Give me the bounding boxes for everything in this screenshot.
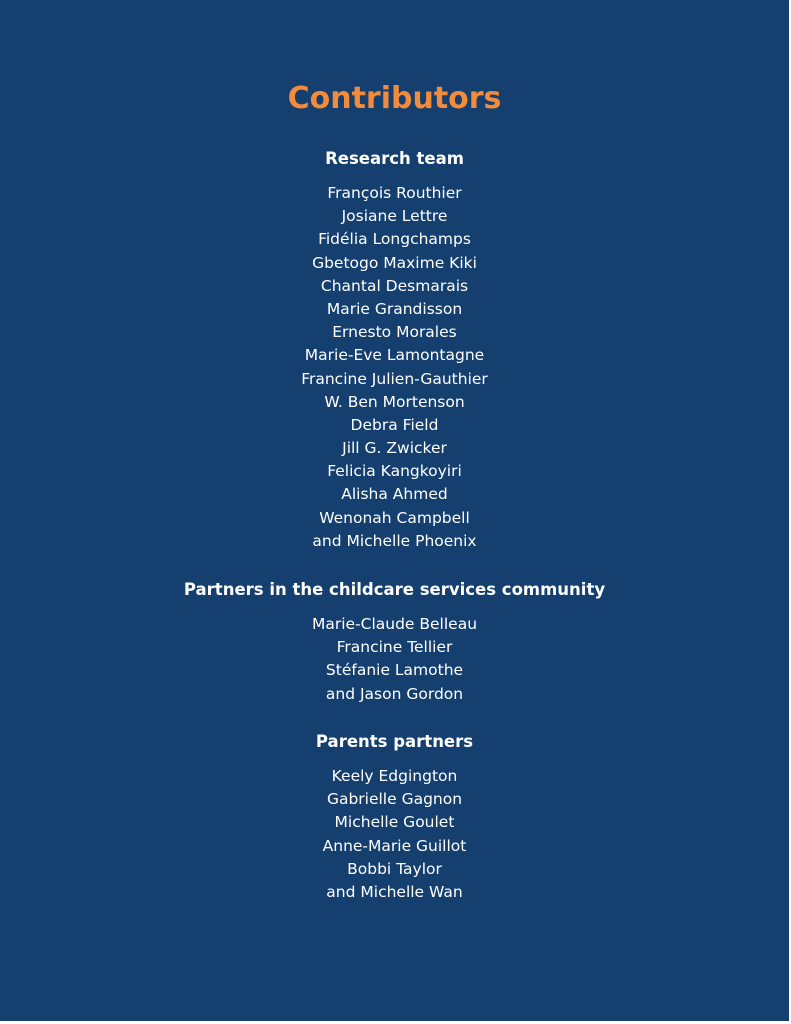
name-list [0,613,789,706]
contributor-name: and Michelle Wan [326,882,463,901]
contributor-name: Marie-Eve Lamontagne [304,346,485,365]
contributor-name: Chantal Desmarais [320,276,469,295]
section-heading: Research team [325,149,464,168]
contributor-name: and Jason Gordon [325,684,464,703]
contributor-name: Keely Edgington [331,767,458,785]
section-heading: Parents partners [315,732,474,751]
contributor-name: Francine Tellier [336,638,453,657]
contributor-name: Michelle Goulet [334,813,455,832]
page-title: Contributors [287,81,502,116]
section-heading: Partners in the childcare services community [183,580,606,599]
contributor-name: Marie-Claude Belleau [311,615,478,633]
contributor-name: Fidélia Longchamps [318,230,471,249]
contributor-name: Alisha Ahmed [341,485,448,504]
contributor-name: Francine Julien-Gauthier [301,369,488,388]
contributor-name: and Michelle Phoenix [312,531,477,550]
contributor-name: Stéfanie Lamothe [325,661,464,680]
contributor-name: Wenonah Campbell [319,508,470,527]
contributor-name: Bobbi Taylor [347,859,442,878]
childcare-partners-section [0,578,789,706]
contributor-name: Anne-Marie Guillot [322,836,467,855]
contributor-name: Marie Grandisson [326,299,463,318]
contributor-name: Gbetogo Maxime Kiki [312,253,477,272]
contributor-name: Felicia Kangkoyiri [327,462,462,481]
name-list [0,765,789,904]
contributor-name: Josiane Lettre [341,207,448,226]
contributor-name: Ernesto Morales [332,323,457,342]
contributor-name: François Routhier [327,184,462,202]
name-list [0,182,789,553]
contributor-name: Debra Field [350,415,439,434]
research-team-section [0,147,789,553]
parents-partners-section [0,730,789,904]
contributor-name: W. Ben Mortenson [324,392,465,411]
contributor-name: Jill G. Zwicker [342,439,447,458]
contributor-name: Gabrielle Gagnon [326,790,463,809]
